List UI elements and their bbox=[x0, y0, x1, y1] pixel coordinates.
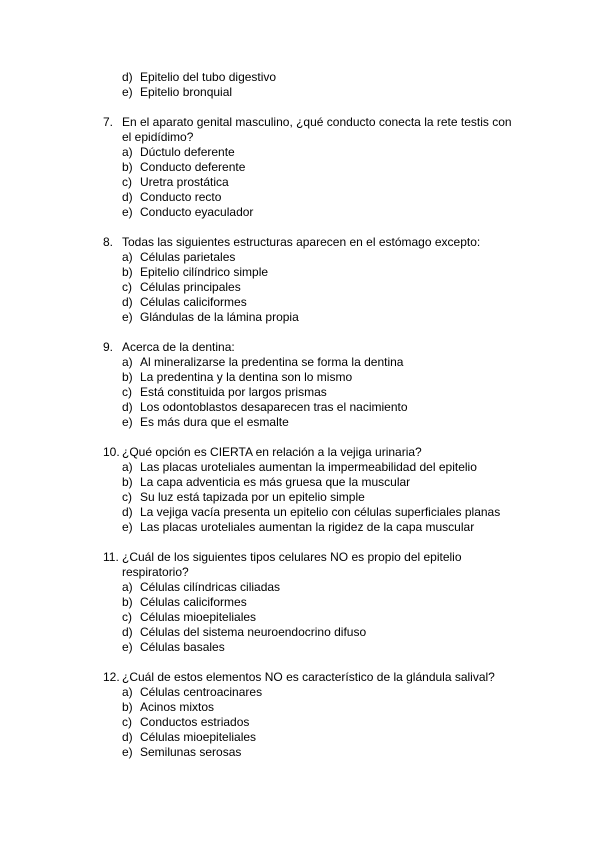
question-7: 7. En el aparato genital masculino, ¿qué conducto conecta la rete testis con el epidídimo? bbox=[103, 115, 512, 144]
option-a: a) Al mineralizarse la predentina se forma la dentina bbox=[122, 355, 404, 369]
option-b: b) Conducto deferente bbox=[122, 160, 246, 174]
option-e: e) Glándulas de la lámina propia bbox=[122, 310, 299, 324]
option-e: e) Es más dura que el esmalte bbox=[122, 415, 289, 429]
option-a: a) Células centroacinares bbox=[122, 685, 263, 699]
option-b: b) Células caliciformes bbox=[122, 595, 247, 609]
option-e: e) Conducto eyaculador bbox=[122, 205, 254, 219]
option-b: b) La capa adventicia es más gruesa que la muscular bbox=[122, 475, 411, 489]
option-c: c) Células principales bbox=[122, 280, 241, 294]
option-d: d) Epitelio del tubo digestivo bbox=[122, 70, 277, 84]
option-a: a) Células parietales bbox=[122, 250, 236, 264]
option-e: e) Semilunas serosas bbox=[122, 745, 242, 759]
question-9: 9. Acerca de la dentina: bbox=[103, 340, 235, 354]
option-c: c) Su luz está tapizada por un epitelio simple bbox=[122, 490, 365, 504]
option-a: a) Dúctulo deferente bbox=[122, 145, 235, 159]
option-d: d) Conducto recto bbox=[122, 190, 222, 204]
option-c: c) Conductos estriados bbox=[122, 715, 250, 729]
option-d: d) Células del sistema neuroendocrino difuso bbox=[122, 625, 367, 639]
question-10: 10. ¿Qué opción es CIERTA en relación a la vejiga urinaria? bbox=[103, 445, 422, 459]
option-d: d) Células caliciformes bbox=[122, 295, 247, 309]
option-b: b) La predentina y la dentina son lo mismo bbox=[122, 370, 353, 384]
option-d: d) Células mioepiteliales bbox=[122, 730, 257, 744]
option-d: d) Los odontoblastos desaparecen tras el nacimiento bbox=[122, 400, 408, 414]
question-12: 12. ¿Cuál de estos elementos NO es característico de la glándula salival? bbox=[103, 670, 495, 684]
option-a: a) Las placas uroteliales aumentan la impermeabilidad del epitelio bbox=[122, 460, 477, 474]
question-8: 8. Todas las siguientes estructuras aparecen en el estómago excepto: bbox=[103, 235, 481, 249]
option-c: c) Células mioepiteliales bbox=[122, 610, 257, 624]
option-d: d) La vejiga vacía presenta un epitelio con células superficiales planas bbox=[122, 505, 501, 519]
question-11: 11. ¿Cuál de los siguientes tipos celulares NO es propio del epitelio respiratorio? bbox=[103, 550, 462, 579]
option-e: e) Epitelio bronquial bbox=[122, 85, 233, 99]
option-b: b) Epitelio cilíndrico simple bbox=[122, 265, 269, 279]
option-e: e) Las placas uroteliales aumentan la rigidez de la capa muscular bbox=[122, 520, 475, 534]
option-c: c) Uretra prostática bbox=[122, 175, 229, 189]
option-c: c) Está constituida por largos prismas bbox=[122, 385, 327, 399]
option-b: b) Acinos mixtos bbox=[122, 700, 215, 714]
option-a: a) Células cilíndricas ciliadas bbox=[122, 580, 281, 594]
option-e: e) Células basales bbox=[122, 640, 225, 654]
